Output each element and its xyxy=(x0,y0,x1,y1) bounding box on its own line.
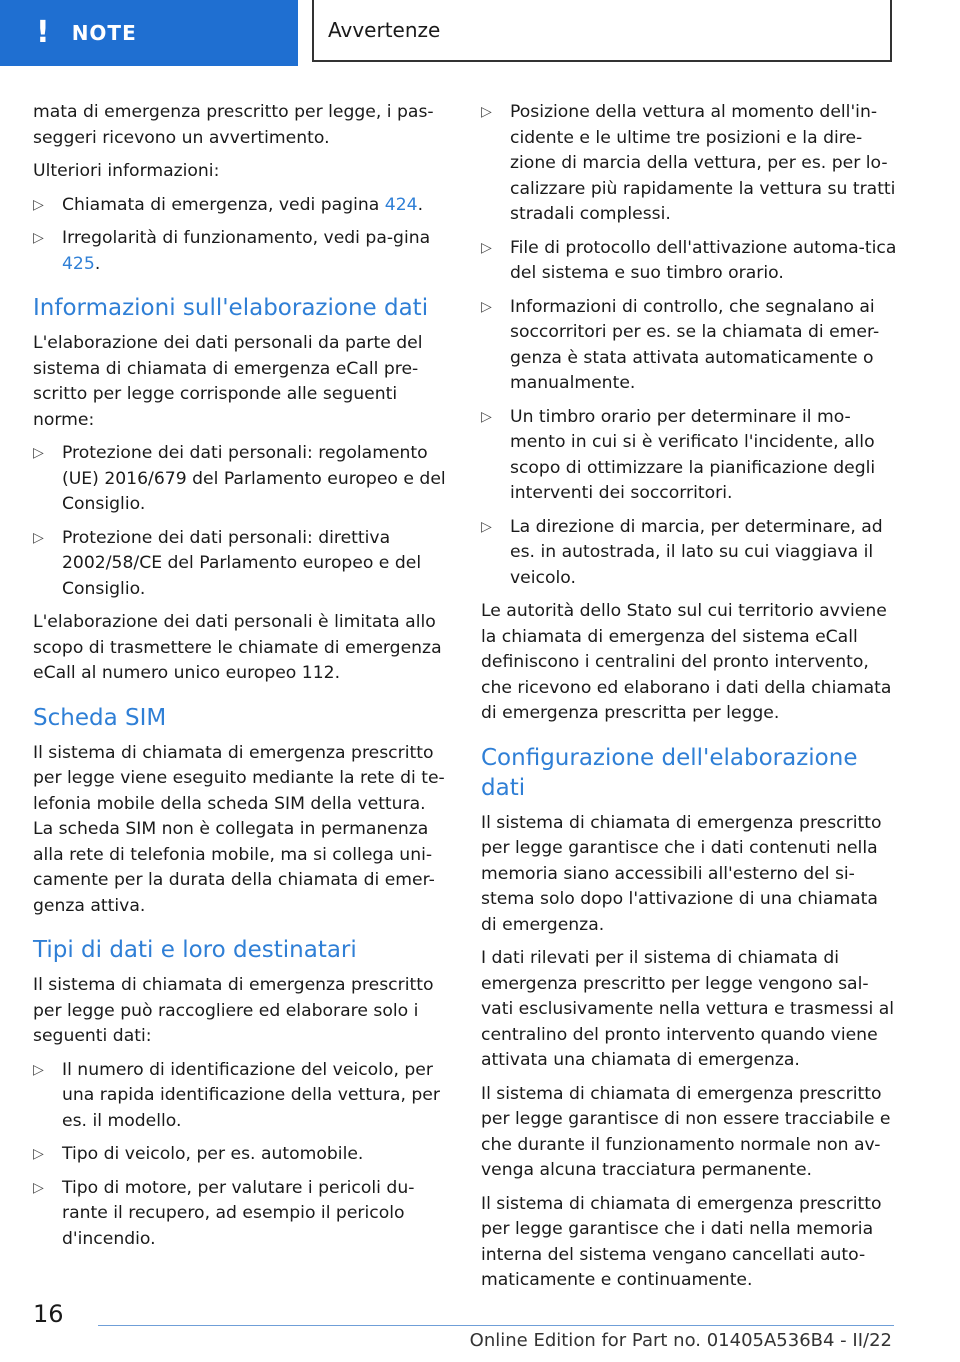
list-item: ▷ Tipo di veicolo, per es. automobile. xyxy=(33,1142,449,1168)
list-item: ▷ Irregolarità di funzionamento, vedi pa-gina 425. xyxy=(33,228,431,274)
paragraph: Le autorità dello Stato sul cui territorio avviene la chiamata di emergenza del sistema eCall definiscono i centralini del pronto intervento, che ricevono ed elaborano i dati della chiamata di emergenza prescritta per legge. xyxy=(481,601,892,723)
list-item: ▷ Tipo di motore, per valutare i pericoli du-rante il recupero, ad esempio il pericolo d'incendio. xyxy=(33,1177,415,1249)
list-item: ▷ Protezione dei dati personali: regolamento (UE) 2016/679 del Parlamento europeo e del Consiglio. xyxy=(33,443,446,514)
heading-elaborazione: Informazioni sull'elaborazione dati xyxy=(33,295,429,321)
triangle-bullet-icon: ▷ xyxy=(33,445,44,461)
page-link-425[interactable]: 425 xyxy=(62,253,95,274)
paragraph: Il sistema di chiamata di emergenza prescritto per legge garantisce che i dati nella memoria interna del sistema vengano cancellati auto-maticamente e continuamente. xyxy=(481,1193,882,1290)
triangle-bullet-icon: ▷ xyxy=(481,518,492,535)
triangle-bullet-icon: ▷ xyxy=(33,230,44,246)
triangle-bullet-icon: ▷ xyxy=(481,298,492,315)
page-header xyxy=(0,0,960,66)
triangle-bullet-icon: ▷ xyxy=(33,1061,44,1078)
footer-edition: Online Edition for Part no. 01405A536B4 - II/22 xyxy=(469,1330,892,1351)
list-item: ▷ Un timbro orario per determinare il mo-mento in cui si è verificato l'incidente, allo scopo di ottimizzare la pianificazione degli interventi dei soccorritori. xyxy=(481,406,876,503)
right-column xyxy=(481,100,899,1302)
list-item: ▷ Il numero di identificazione del veicolo, per una rapida identificazione della vettura, per es. il modello. xyxy=(33,1059,440,1131)
heading-tipi-dati: Tipi di dati e loro destinatari xyxy=(33,937,357,963)
triangle-bullet-icon: ▷ xyxy=(33,529,44,546)
paragraph: Il sistema di chiamata di emergenza prescritto per legge garantisce che i dati contenuti nella memoria siano accessibili all'esterno del si-stema solo dopo l'attivazione di una chiamata di emergenza. xyxy=(481,812,882,935)
list-item: ▷ File di protocollo dell'attivazione automa-tica del sistema e suo timbro orario. xyxy=(481,237,897,283)
list-info xyxy=(33,193,449,278)
heading-sim: Scheda SIM xyxy=(33,704,167,731)
left-column xyxy=(33,100,449,1260)
triangle-bullet-icon: ▷ xyxy=(33,196,44,213)
list-item: ▷ La direzione di marcia, per determinare, ad es. in autostrada, il lato su cui viaggiava il veicolo. xyxy=(481,516,883,588)
footer-divider xyxy=(98,1325,894,1326)
paragraph: Il sistema di chiamata di emergenza prescritto per legge può raccogliere ed elaborare solo i seguenti dati: xyxy=(33,975,434,1046)
triangle-bullet-icon: ▷ xyxy=(33,1146,44,1162)
triangle-bullet-icon: ▷ xyxy=(481,104,492,120)
paragraph: I dati rilevati per il sistema di chiamata di emergenza prescritto per legge vengono sal-vati esclusivamente nella vettura e trasmessi al centralino del pronto intervento quando viene attivata una chiamata di emergenza. xyxy=(481,948,895,1070)
paragraph: mata di emergenza prescritto per legge, i pas-seggeri ricevono un avvertimento. xyxy=(33,102,434,148)
paragraph: Il sistema di chiamata di emergenza prescritto per legge garantisce di non essere tracciabile e che durante il funzionamento normale non av-venga alcuna tracciatura permanente. xyxy=(481,1083,891,1180)
exclamation-icon: ! xyxy=(36,15,50,50)
heading-configurazione: Configurazione dell'elaborazione dati xyxy=(481,744,858,801)
section-title: Avvertenze xyxy=(328,18,441,42)
triangle-bullet-icon: ▷ xyxy=(481,408,492,425)
list-dati-cont xyxy=(481,100,899,591)
list-item: ▷ Chiamata di emergenza, vedi pagina 424. xyxy=(33,193,449,219)
list-item: ▷ Posizione della vettura al momento dell'in-cidente e le ultime tre posizioni e la dire-zione di marcia della vettura, per es. per lo-calizzare più rapidamente la vettura su tratti stradali complessi. xyxy=(481,102,896,224)
section-header-box xyxy=(312,0,892,62)
note-tab xyxy=(0,0,298,66)
paragraph: Ulteriori informazioni: xyxy=(33,161,220,181)
triangle-bullet-icon: ▷ xyxy=(33,1179,44,1196)
page-number: 16 xyxy=(33,1300,64,1328)
list-item: ▷ Protezione dei dati personali: direttiva 2002/58/CE del Parlamento europeo e del Consiglio. xyxy=(33,527,422,599)
page-link-424[interactable]: 424 xyxy=(384,194,418,215)
paragraph: Il sistema di chiamata di emergenza prescritto per legge viene eseguito mediante la rete di te-lefonia mobile della scheda SIM della vettura. La scheda SIM non è collegata in permanenza alla rete di telefonia mobile, ma si collega uni-camente per la durata della chiamata di emer-genza attiva. xyxy=(33,742,445,916)
list-norme xyxy=(33,441,449,602)
list-item: ▷ Informazioni di controllo, che segnalano ai soccorritori per es. se la chiamata di emer-genza è stata attivata automaticamente o manualmente. xyxy=(481,296,880,393)
triangle-bullet-icon: ▷ xyxy=(481,239,492,256)
paragraph: L'elaborazione dei dati personali è limitata allo scopo di trasmettere le chiamate di emergenza eCall al numero unico europeo 112. xyxy=(33,612,442,683)
list-dati xyxy=(33,1058,449,1253)
paragraph: L'elaborazione dei dati personali da parte del sistema di chiamata di emergenza eCall pre-scritto per legge corrisponde alle seguenti norme: xyxy=(33,333,423,430)
note-label: NOTE xyxy=(71,21,137,45)
